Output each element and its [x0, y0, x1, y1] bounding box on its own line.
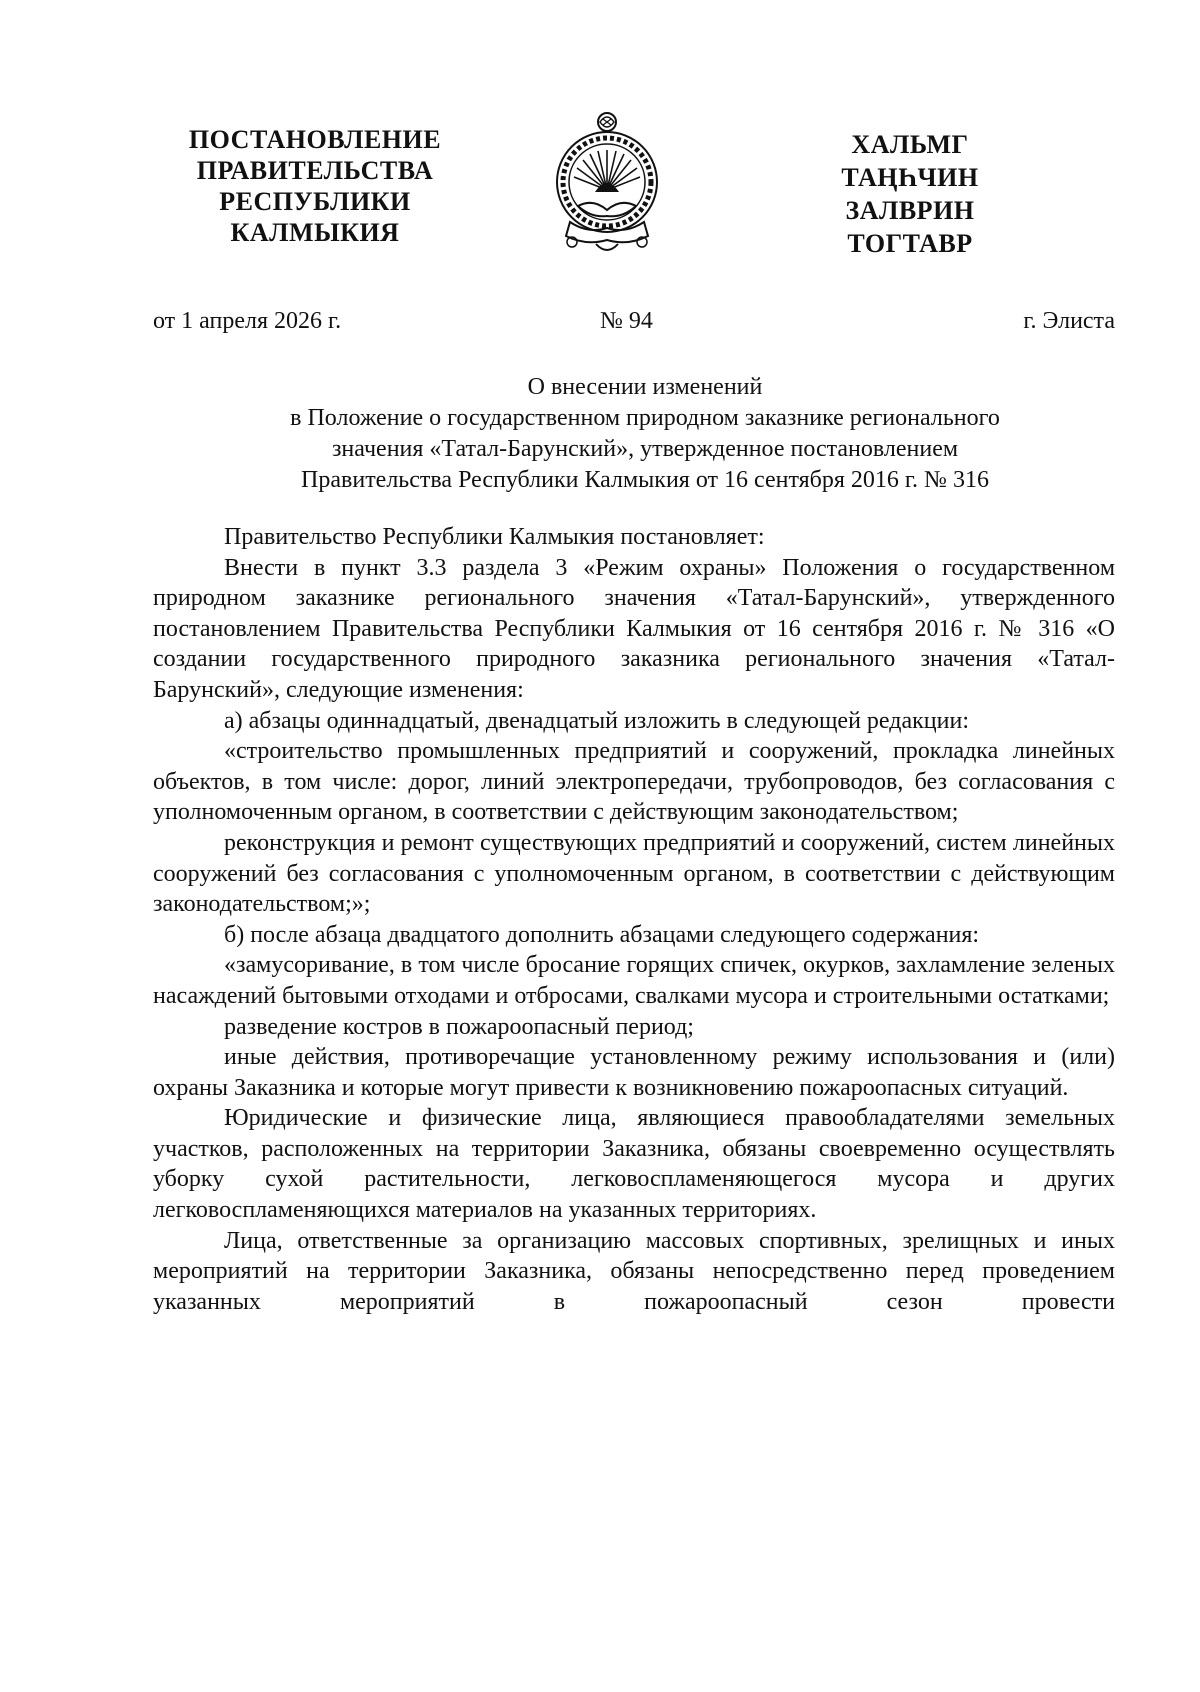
- header-kalmyk-title: [810, 128, 1010, 260]
- document-body: [153, 522, 1115, 1317]
- body-paragraph: реконструкция и ремонт существующих предприятий и сооружений, систем линейных сооружений без согласования с уполномоченным органом, в соответствии с действующим законодательством;»;: [153, 829, 1115, 918]
- document-title: [210, 372, 1080, 496]
- body-paragraph: б) после абзаца двадцатого дополнить абзацами следующего содержания:: [224, 921, 980, 948]
- header-left-line: КАЛМЫКИЯ: [230, 218, 400, 247]
- body-paragraph: «замусоривание, в том числе бросание горящих спичек, окурков, захламление зеленых насаждений бытовыми отходами и отбросами, свалками мусора и строительными остатками;: [153, 952, 1115, 1009]
- document-date: от 1 апреля 2026 г.: [153, 308, 342, 334]
- title-line: О внесении изменений: [527, 374, 763, 400]
- header-right-line: ТАҢҺЧИН: [841, 163, 979, 192]
- body-paragraph: Юридические и физические лица, являющиеся правообладателями земельных участков, расположенных на территории Заказника, обязаны своевременно осуществлять уборку сухой растительности, легковоспламеняющегося мусора и других легковоспламеняющихся материалов на указанных территориях.: [153, 1105, 1115, 1224]
- body-paragraph: «строительство промышленных предприятий и сооружений, прокладка линейных объектов, в том числе: дорог, линий электропередачи, трубопроводов, без согласования с уполномоченным органом, в соответствии с действующим законодательством;: [153, 738, 1115, 826]
- title-line: значения «Татал-Барунский», утвержденное постановлением: [331, 436, 959, 462]
- title-line: Правительства Республики Калмыкия от 16 сентября 2016 г. № 316: [301, 467, 989, 493]
- body-paragraph: разведение костров в пожароопасный период;: [224, 1013, 694, 1040]
- coat-of-arms-emblem-icon: [548, 110, 666, 260]
- header-right-line: ХАЛЬМГ: [851, 130, 969, 159]
- header-left-line: ПРАВИТЕЛЬСТВА: [196, 156, 434, 185]
- header-left-line: ПОСТАНОВЛЕНИЕ: [188, 125, 442, 154]
- document-number: № 94: [600, 308, 653, 334]
- body-paragraph: Правительство Республики Калмыкия постановляет:: [224, 524, 765, 550]
- body-paragraph: иные действия, противоречащие установленному режиму использования и (или) охраны Заказника и которые могут привести к возникновению пожароопасных ситуаций.: [153, 1044, 1115, 1101]
- document-city: г. Элиста: [1023, 308, 1115, 334]
- header-right-line: ЗАЛВРИН: [845, 196, 975, 225]
- body-paragraph: Лица, ответственные за организацию массовых спортивных, зрелищных и иных мероприятий на территории Заказника, обязаны непосредственно перед проведением указанных мероприятий в пожароопасный сезон провести: [153, 1227, 1115, 1315]
- document-meta-row: [153, 304, 1115, 338]
- header-left-line: РЕСПУБЛИКИ: [219, 187, 411, 216]
- body-paragraph: Внести в пункт 3.3 раздела 3 «Режим охраны» Положения о государственном природном заказнике регионального значения «Татал-Барунский», утвержденного постановлением Правительства Республики Калмыкия от 16 сентября 2016 г. № 316 «О создании государственного природного заказника регионального значения «Татал-Барунский», следующие изменения:: [153, 554, 1115, 703]
- header-right-line: ТОГТАВР: [847, 229, 973, 258]
- title-line: в Положение о государственном природном заказнике регионального: [290, 405, 1000, 431]
- body-paragraph: а) абзацы одиннадцатый, двенадцатый изложить в следующей редакции:: [224, 707, 969, 734]
- header-russian-title: [150, 124, 480, 248]
